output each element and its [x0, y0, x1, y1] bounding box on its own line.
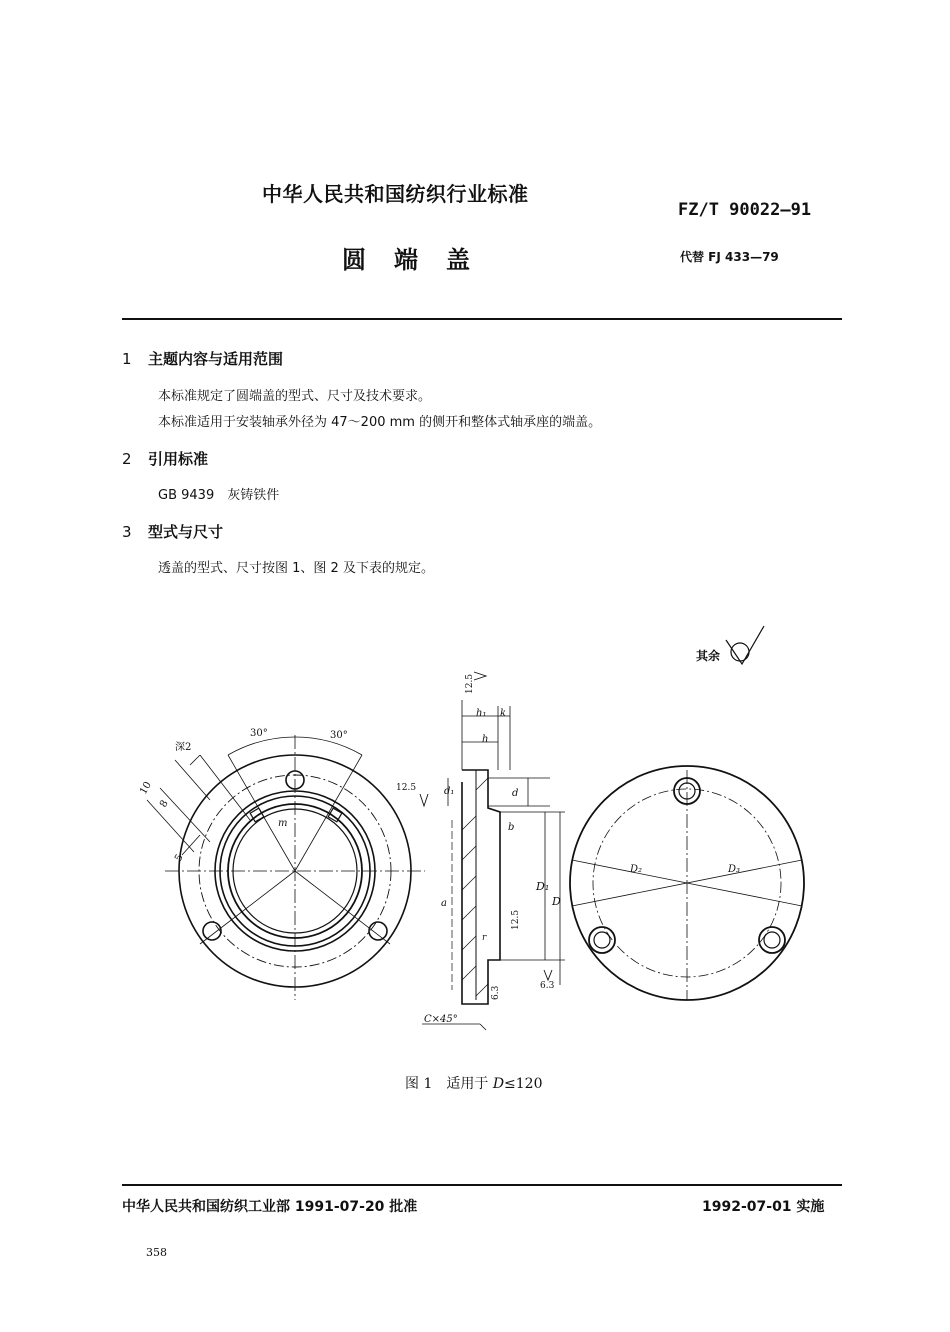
depth-label: 深2 [175, 742, 192, 753]
dim-k-label: k [500, 708, 507, 719]
section-1-paragraph-1: 本标准规定了圆端盖的型式、尺寸及技术要求。 [158, 389, 432, 404]
figure-caption [405, 1073, 543, 1093]
section-view-drawing [420, 672, 565, 1030]
dim-8-label: 8 [158, 798, 171, 810]
dim-h-label: h [482, 734, 489, 745]
roughness-12-5-mid: 12.5 [511, 909, 521, 930]
roughness-6-3-b: 6.3 [540, 981, 555, 991]
figure-caption-variable: D [492, 1076, 505, 1092]
dim-10-label: 10 [138, 779, 154, 797]
dim-d1-label: d₁ [444, 786, 455, 797]
roughness-12-5-left: 12.5 [396, 783, 417, 793]
page-number: 358 [146, 1246, 167, 1259]
angle-left-label: 30° [250, 728, 268, 739]
front-view-drawing [147, 735, 425, 1000]
dim-D1-label: D₁ [536, 880, 550, 893]
standard-organization: 中华人民共和国纺织行业标准 [262, 182, 529, 206]
approval-info: 中华人民共和国纺织工业部 1991-07-20 批准 [122, 1199, 418, 1215]
implementation-date: 1992-07-01 实施 [702, 1199, 825, 1215]
dim-m-label: m [278, 818, 288, 829]
roughness-other-label: 其余 [696, 649, 721, 663]
roughness-12-5-top: 12.5 [465, 673, 475, 694]
rear-view-drawing [570, 766, 804, 1000]
section-1-number: 1 [122, 350, 132, 368]
figure-caption-prefix: 图 1 适用于 [405, 1076, 493, 1092]
section-1-title: 主题内容与适用范围 [148, 350, 284, 368]
document-title: 圆端盖 [342, 246, 498, 274]
roughness-6-3-a: 6.3 [491, 985, 501, 1000]
chamfer-label: C×45° [424, 1014, 458, 1025]
section-2-title: 引用标准 [148, 450, 209, 468]
section-2-paragraph-1: GB 9439 灰铸铁件 [158, 488, 280, 503]
dim-d-label: d [512, 788, 519, 799]
section-3-number: 3 [122, 523, 132, 541]
dim-b-label: b [508, 822, 515, 833]
section-3-paragraph-1: 透盖的型式、尺寸按图 1、图 2 及下表的规定。 [158, 561, 434, 576]
dim-h1-label: h₁ [476, 708, 487, 719]
replaces-standard: 代替 FJ 433—79 [680, 250, 779, 264]
section-1-paragraph-2: 本标准适用于安装轴承外径为 47～200 mm 的侧开和整体式轴承座的端盖。 [158, 415, 602, 430]
dim-D2-label: D₂ [630, 864, 643, 875]
dim-r-label: r [482, 933, 487, 943]
section-2-number: 2 [122, 450, 132, 468]
angle-right-label: 30° [330, 730, 348, 741]
dim-D3-label: D₃ [728, 864, 741, 875]
roughness-symbol-icon [726, 626, 764, 664]
dim-D-label: D [552, 895, 561, 908]
dim-a-label: a [441, 898, 447, 909]
figure-caption-suffix: ≤120 [504, 1076, 543, 1092]
section-3-title: 型式与尺寸 [148, 523, 224, 541]
footer-divider [122, 1184, 842, 1186]
standard-code: FZ/T 90022—91 [678, 200, 812, 220]
dim-5-label: 5 [173, 852, 186, 864]
